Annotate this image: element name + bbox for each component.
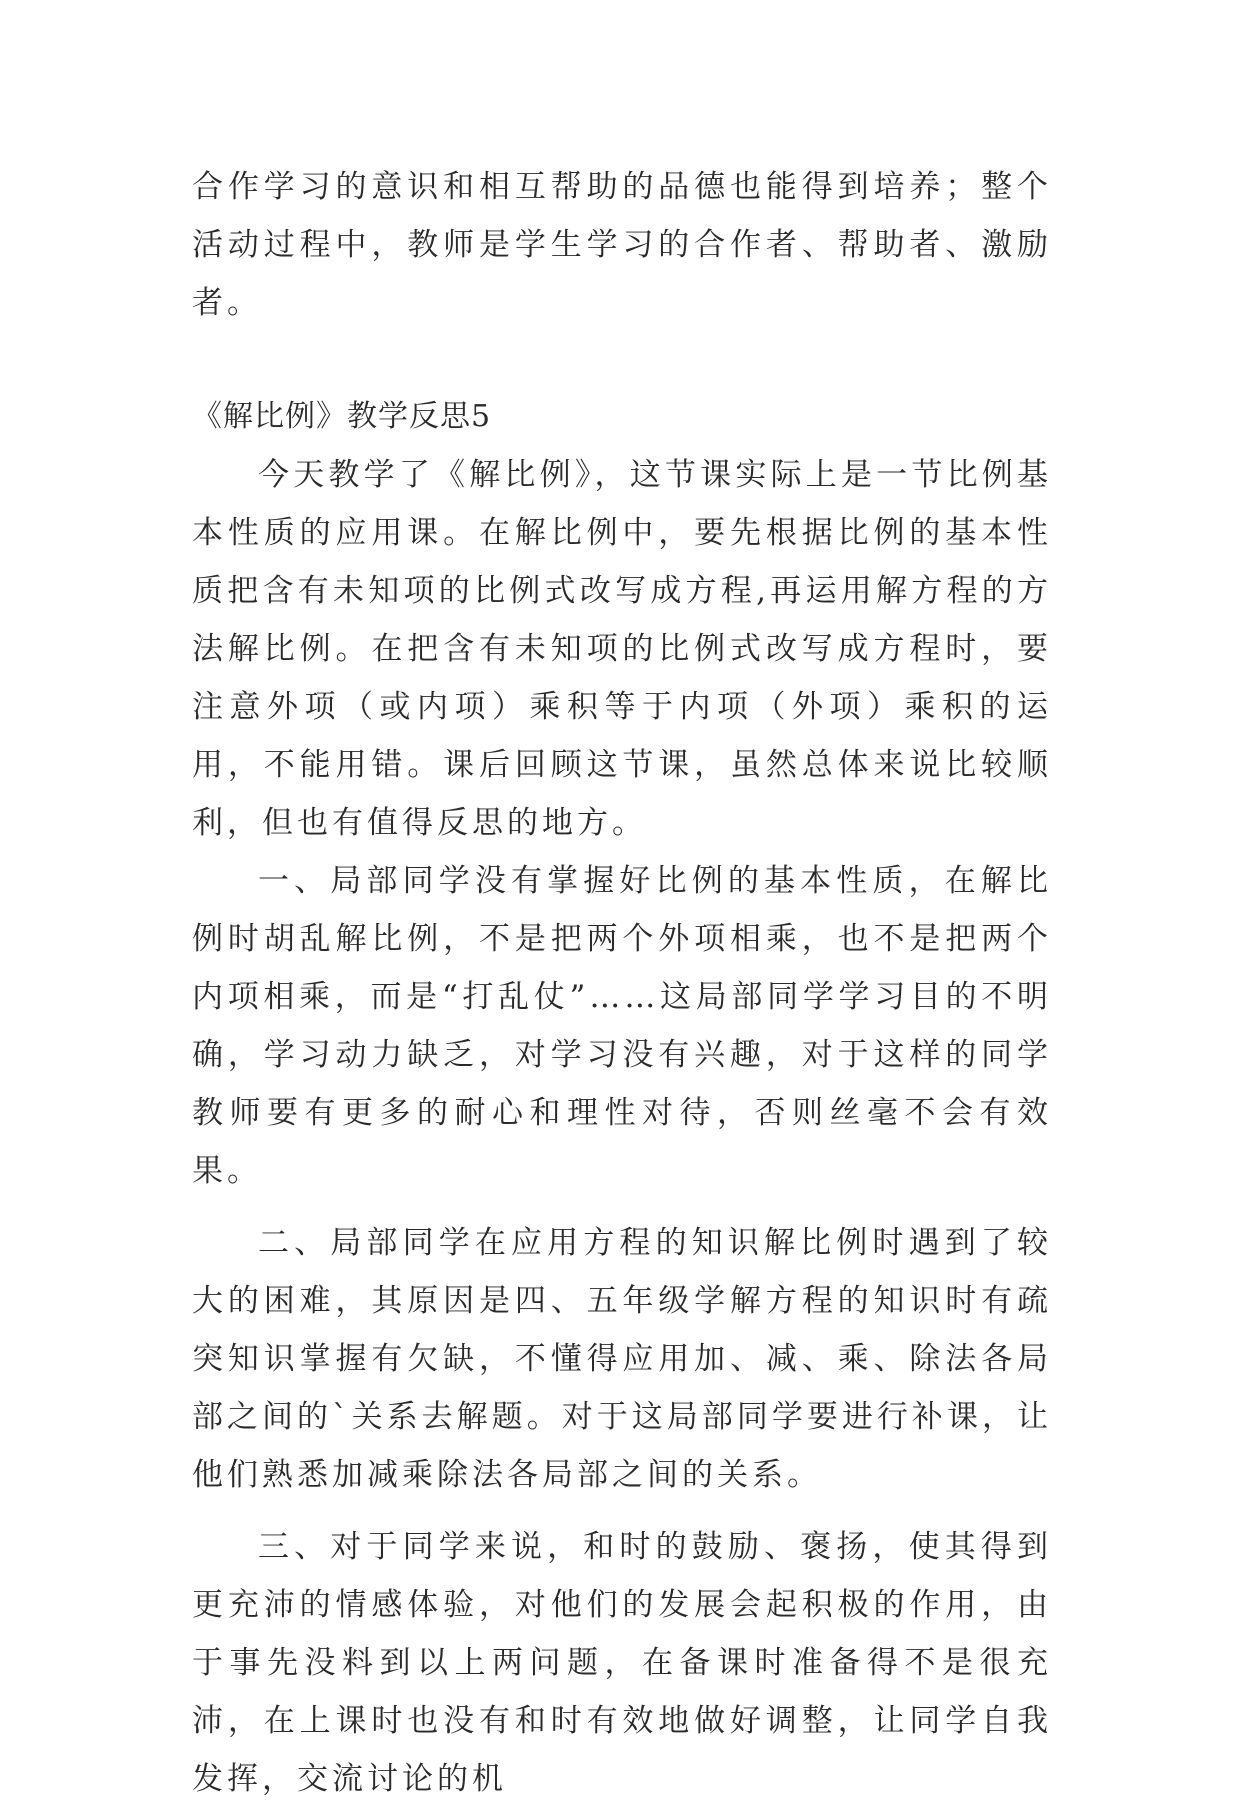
continuation-paragraph: 合作学习的意识和相互帮助的品德也能得到培养；整个活动过程中，教师是学生学习的合作者、帮助者、激励者。 — [192, 169, 1052, 321]
section-heading: 《解比例》教学反思5 — [192, 399, 492, 434]
body-paragraph-point-1: 一、局部同学没有掌握好比例的基本性质，在解比例时胡乱解比例，不是把两个外项相乘，也不是把两个内项相乘，而是“打乱仗”……这局部同学学习目的不明确，学习动力缺乏，对学习没有兴趣，对于这样的同学教师要有更多的耐心和理性对待，否则丝毫不会有效果。 — [192, 863, 1052, 1189]
body-paragraph-intro: 今天教学了《解比例》，这节课实际上是一节比例基本性质的应用课。在解比例中，要先根据比例的基本性质把含有未知项的比例式改写成方程,再运用解方程的方法解比例。在把含有未知项的比例式改写成方程时，要注意外项（或内项）乘积等于内项（外项）乘积的运用，不能用错。课后回顾这节课，虽然总体来说比较顺利，但也有值得反思的地方。 — [192, 457, 1052, 841]
document-body — [192, 158, 1052, 1808]
body-paragraph-point-3: 三、对于同学来说，和时的鼓励、褒扬，使其得到更充沛的情感体验，对他们的发展会起积极的作用，由于事先没料到以上两问题，在备课时准备得不是很充沛，在上课时也没有和时有效地做好调整，让同学自我发挥，交流讨论的机 — [192, 1529, 1052, 1797]
body-paragraph-point-2: 二、局部同学在应用方程的知识解比例时遇到了较大的困难，其原因是四、五年级学解方程的知识时有疏突知识掌握有欠缺，不懂得应用加、减、乘、除法各局部之间的`关系去解题。对于这局部同学要进行补课，让他们熟悉加减乘除法各局部之间的关系。 — [192, 1225, 1052, 1493]
